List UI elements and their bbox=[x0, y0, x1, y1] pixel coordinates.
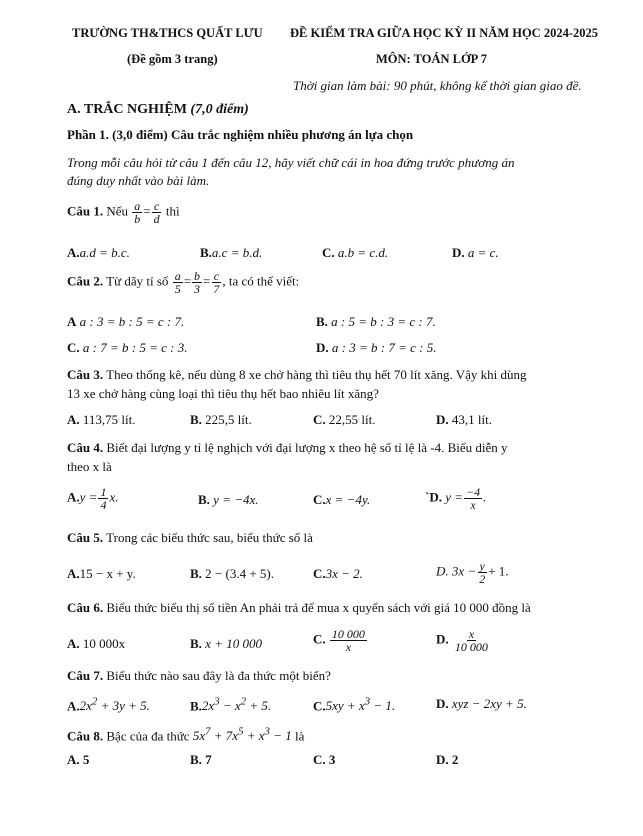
exam-subject: MÔN: TOÁN LỚP 7 bbox=[376, 52, 488, 66]
q5-option-b: B. 2 − (3.4 + 5). bbox=[190, 566, 274, 581]
q2-option-b: B. a : 5 = b : 3 = c : 7. bbox=[316, 314, 436, 329]
q4-option-a: A.y = $\frac{1}{4}$ x. bbox=[67, 485, 119, 512]
instruction-line-2: đúng duy nhất vào bài làm. bbox=[67, 173, 210, 188]
fraction-c-d: $\frac{c}{d}$ bbox=[153, 199, 160, 226]
q5-option-d: D. 3x − $\frac{y}{2}$ + 1. bbox=[436, 559, 509, 586]
q2-option-c: C. a : 7 = b : 5 = c : 3. bbox=[67, 340, 188, 355]
question-5: Câu 5. Trong các biểu thức sau, biểu thức số là bbox=[67, 530, 313, 545]
question-4-line-1: Câu 4. Biết đại lượng y tỉ lệ nghịch với đại lượng x theo hệ số tỉ lệ là -4. Biểu diễn y bbox=[67, 440, 508, 455]
q8-option-d: D. 2 bbox=[436, 752, 459, 767]
q1-option-d: D. a = c. bbox=[452, 245, 499, 260]
exam-time: Thời gian làm bài: 90 phút, không kể thời gian giao đề. bbox=[293, 78, 582, 93]
q1-option-b: B.a.c = b.d. bbox=[200, 245, 263, 260]
part1-title: Phần 1. (3,0 điểm) Câu trắc nghiệm nhiều phương án lựa chọn bbox=[67, 127, 414, 142]
question-1: Câu 1. Nếu $\frac{a}{b}$ = $\frac{c}{d}$ thì bbox=[67, 199, 180, 226]
question-4-line-2: theo x là bbox=[67, 459, 112, 474]
fraction-a-b: $\frac{a}{b}$ bbox=[134, 199, 141, 226]
q8-option-b: B. 7 bbox=[190, 752, 212, 767]
q1-option-c: C. a.b = c.d. bbox=[322, 245, 389, 260]
q3-option-a: A. 113,75 lít. bbox=[67, 412, 136, 427]
polynomial: $5x^7 + 7x^5 + x^3 - 1$ bbox=[192, 726, 292, 744]
q7-option-c: $C.5xy + x^3 - 1$. bbox=[313, 696, 396, 714]
question-7: Câu 7. Biểu thức nào sau đây là đa thức một biến? bbox=[67, 668, 331, 683]
q6-option-a: A. 10 000x bbox=[67, 636, 126, 651]
q8-option-a: A. 5 bbox=[67, 752, 90, 767]
q4-option-d: `D. y = $\frac{-4}{x}$ . bbox=[425, 485, 487, 512]
q6-option-b: B. x + 10 000 bbox=[190, 636, 262, 651]
q3-option-c: C. 22,55 lít. bbox=[313, 412, 376, 427]
question-2: Câu 2. Từ dãy tỉ số $\frac{a}{5}$ = $\frac{b}{3}$ = $\frac{c}{7}$ , ta có thể viết: bbox=[67, 269, 300, 296]
school-name: TRƯỜNG TH&THCS QUẤT LƯU bbox=[72, 26, 263, 40]
exam-title: ĐỀ KIỂM TRA GIỮA HỌC KỲ II NĂM HỌC 2024-2025 bbox=[290, 26, 599, 40]
question-6: Câu 6. Biểu thức biểu thị số tiền An phải trả để mua x quyển sách với giá 10 000 đồng là bbox=[67, 600, 531, 615]
section-a-title: A. TRẮC NGHIỆM (7,0 điểm) bbox=[67, 102, 249, 117]
q7-option-a: $A.2x^2 + 3y + 5$. bbox=[67, 696, 150, 714]
q4-option-c: C.x = −4y. bbox=[313, 492, 371, 507]
q6-option-d: D. $\frac{x}{10 000}$ bbox=[436, 627, 488, 654]
q3-option-d: D. 43,1 lít. bbox=[436, 412, 492, 427]
instruction-line-1: Trong mỗi câu hỏi từ câu 1 đến câu 12, hãy viết chữ cái in hoa đứng trước phương án bbox=[67, 155, 515, 170]
q7-option-b: $B.2x^3 - x^2 + 5$. bbox=[190, 696, 272, 714]
q6-option-c: C. $\frac{10 000}{x}$ bbox=[313, 627, 365, 654]
q5-option-a: A.15 − x + y. bbox=[67, 566, 136, 581]
q3-option-b: B. 225,5 lít. bbox=[190, 412, 252, 427]
q4-option-b: B. y = −4x. bbox=[198, 492, 259, 507]
q1-option-a: A.a.d = b.c. bbox=[67, 245, 130, 260]
q8-option-c: C. 3 bbox=[313, 752, 336, 767]
question-8: Câu 8. Bậc của đa thức $5x^7 + 7x^5 + x^3 - 1$ là bbox=[67, 726, 305, 744]
question-3-line-1: Câu 3. Theo thống kê, nếu dùng 8 xe chở hàng thì tiêu thụ hết 70 lít xăng. Vậy khi dùng bbox=[67, 367, 527, 382]
q5-option-c: C.3x − 2. bbox=[313, 566, 363, 581]
q2-option-a: A a : 3 = b : 5 = c : 7. bbox=[67, 314, 185, 329]
q7-option-d: D. xyz − 2xy + 5. bbox=[436, 696, 527, 711]
page-count: (Đề gồm 3 trang) bbox=[127, 52, 218, 66]
q2-option-d: D. a : 3 = b : 7 = c : 5. bbox=[316, 340, 437, 355]
question-3-line-2: 13 xe chở hàng cùng loại thì tiêu thụ hết bao nhiêu lít xăng? bbox=[67, 386, 379, 401]
